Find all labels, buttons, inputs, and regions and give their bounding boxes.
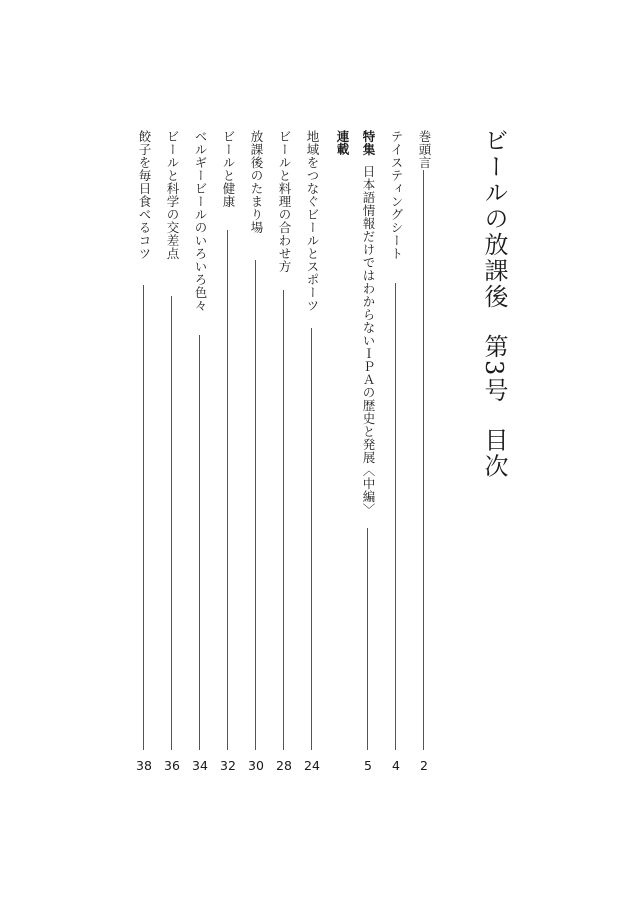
page-number: 4 <box>392 758 400 773</box>
page-number: 32 <box>220 758 236 773</box>
page-number: 24 <box>304 758 320 773</box>
leader-line <box>423 170 424 750</box>
toc-entry-3[interactable] <box>357 130 379 773</box>
page-number: 2 <box>420 758 428 773</box>
leader-line <box>171 296 172 750</box>
toc-entry-7[interactable] <box>217 130 239 773</box>
entry-title: ビールと健康 <box>221 130 236 208</box>
toc-entry-10[interactable] <box>133 130 155 773</box>
leader-line <box>311 328 312 750</box>
page-title <box>474 128 514 479</box>
leader-line <box>283 290 284 750</box>
issue-number: 第3号 <box>480 334 508 404</box>
toc-entry-6[interactable] <box>245 130 267 773</box>
entry-title: 地域をつなぐビールとスポーツ <box>305 130 320 312</box>
magazine-name: ビールの放課後 <box>480 128 508 310</box>
toc-entry-2[interactable] <box>385 130 407 773</box>
leader-line <box>395 283 396 750</box>
entry-title: テイスティングシート <box>389 130 404 260</box>
leader-line <box>227 230 228 750</box>
leader-line <box>367 528 368 750</box>
entry-title: ビールと科学の交差点 <box>165 130 180 260</box>
page-number: 34 <box>192 758 208 773</box>
entry-title: ベルギービールのいろいろ色々 <box>193 130 208 312</box>
leader-line <box>255 260 256 750</box>
page-number: 38 <box>136 758 152 773</box>
page-number: 36 <box>164 758 180 773</box>
feature-label: 特集 <box>361 130 376 156</box>
toc-entry-8[interactable] <box>189 130 211 773</box>
entry-title: 巻頭言 <box>417 130 432 169</box>
entry-title: 日本語情報だけではわからないＩＰＡの歴史と発展〈中編〉 <box>361 165 376 516</box>
toc-entry-9[interactable] <box>161 130 183 773</box>
page-number: 28 <box>276 758 292 773</box>
entry-title: ビールと料理の合わせ方 <box>277 130 292 273</box>
toc-entry-4[interactable] <box>301 130 323 773</box>
page-number: 30 <box>248 758 264 773</box>
leader-line <box>199 335 200 750</box>
toc-heading: 目次 <box>480 427 508 480</box>
section-label-series: 連載 <box>335 130 350 155</box>
toc-entry-1[interactable] <box>413 130 435 773</box>
toc-entry-5[interactable] <box>273 130 295 773</box>
page-number: 5 <box>364 758 372 773</box>
leader-line <box>143 285 144 750</box>
entry-title: 餃子を毎日食べるコツ <box>137 130 152 260</box>
entry-title: 放課後のたまり場 <box>249 130 264 234</box>
